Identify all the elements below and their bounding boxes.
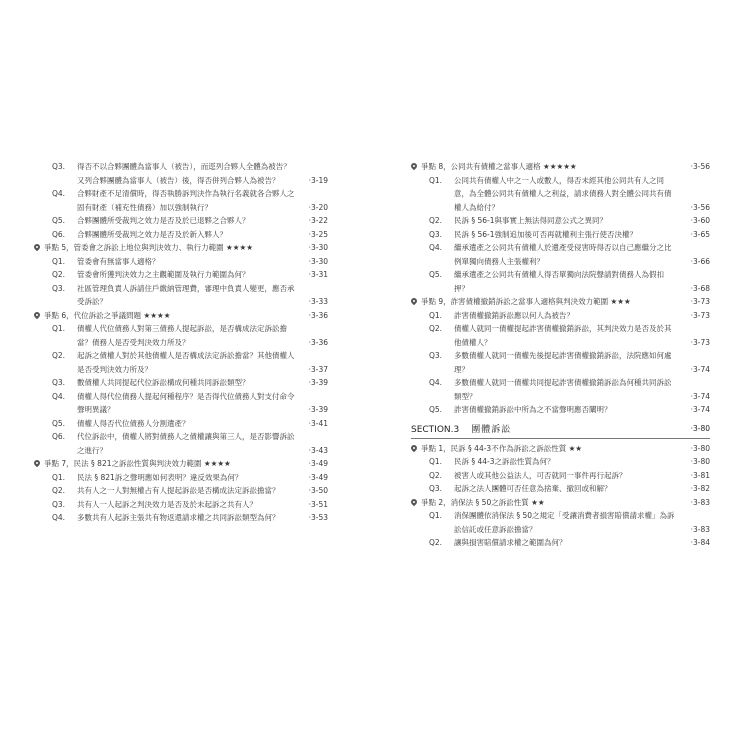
location-pin-icon: [33, 310, 41, 318]
page-number: ‧3-53: [308, 513, 328, 522]
question-entry: [411, 403, 710, 417]
question-text: 代位訴訟中，債權人將對債務人之債權讓與第三人，是否影響訴訟之進行？: [77, 432, 295, 455]
question-entry: [34, 160, 328, 187]
location-pin-icon: [410, 443, 418, 451]
right-column: [411, 160, 710, 550]
question-entry: [411, 268, 710, 295]
question-number: Q2.: [52, 351, 66, 360]
question-entry: [34, 484, 328, 498]
topic-heading: [411, 496, 710, 510]
question-number: Q4.: [429, 378, 443, 387]
question-entry: [411, 536, 710, 550]
question-number: Q2.: [429, 470, 443, 480]
question-text: 詐害債權撤銷訴訟應以何人為被告？: [454, 310, 574, 320]
location-pin-icon: [410, 297, 418, 305]
page-number: ‧3-39: [308, 378, 328, 387]
question-number: Q1.: [52, 256, 66, 266]
page-number: ‧3-30: [308, 243, 328, 252]
question-text: 管委會所獲判決效力之主觀範圍及執行力範圍為何？: [77, 270, 250, 279]
question-text: 合夥財產不足清償時，得否執勝訴判決作為執行名義就各合夥人之固有財產（補充性債務）加以強制執行？: [77, 189, 295, 212]
question-number: Q2.: [429, 216, 443, 225]
page-number: ‧3-68: [690, 283, 710, 293]
question-entry: [34, 268, 328, 282]
topic-title: 爭點 8，公同共有債權之當事人適格 ★★★★★: [421, 162, 577, 171]
question-number: Q1.: [52, 324, 66, 333]
question-text: 詐害債權撤銷訴訟中所為之不當聲明應否闡明？: [454, 405, 612, 414]
question-number: Q2.: [52, 486, 66, 495]
page-number: ‧3-43: [308, 445, 328, 455]
question-entry: [411, 241, 710, 268]
page-number: ‧3-73: [690, 297, 710, 306]
question-entry: [34, 214, 328, 228]
page-number: ‧3-56: [690, 162, 710, 171]
question-entry: [34, 376, 328, 390]
question-number: Q3.: [52, 378, 66, 387]
question-text: 繼承遺產之公同共有債權人得否單獨向法院聲請對債務人為假扣押？: [454, 270, 664, 293]
page-number: ‧3-74: [690, 405, 710, 414]
question-text: 合夥團體所受裁判之效力是否及於新入夥人？: [77, 229, 227, 239]
page-number: ‧3-83: [690, 524, 710, 534]
question-number: Q5.: [429, 405, 443, 414]
question-text: 民法 § 821訴之聲明應如何表明？違反效果為何？: [77, 472, 243, 482]
page-number: ‧3-74: [690, 364, 710, 374]
question-text: 共有人之一人對無權占有人提起訴訟是否構成法定訴訟擔當？: [77, 486, 280, 495]
question-entry: [34, 187, 328, 214]
question-entry: [411, 455, 710, 469]
question-entry: [34, 498, 328, 512]
question-entry: [34, 430, 328, 457]
page-number: ‧3-20: [308, 202, 328, 212]
question-text: 共有人一人起訴之判決效力是否及於未起訴之共有人？: [77, 499, 257, 509]
location-pin-icon: [33, 459, 41, 467]
page-number: ‧3-56: [690, 202, 710, 212]
question-text: 被害人或其他公益法人，可否就同一事件再行起訴？: [454, 470, 627, 480]
question-text: 繼承遺產之公同共有債權人於遺產受侵害時得否以自己應繼分之比例單獨向債務人主張權利？: [454, 243, 672, 266]
page-number: ‧3-66: [690, 256, 710, 266]
page-number: ‧3-31: [308, 270, 328, 279]
page-number: ‧3-80: [690, 443, 710, 453]
question-text: 得否不以合夥團體為當事人（被告），而逕列合夥人全體為被告？又列合夥團體為當事人（被告）後，得否併列合夥人為被告？: [77, 162, 291, 185]
question-text: 公同共有債權人中之一人或數人，得否未經其他公同共有人之同意，為全體公同共有債權人之利益，請求債務人對全體公同共有債權人為給付？: [454, 175, 672, 212]
page-number: ‧3-83: [690, 497, 710, 507]
left-column: [34, 160, 328, 525]
question-entry: [411, 469, 710, 483]
question-number: Q4.: [429, 243, 443, 252]
question-number: Q6.: [52, 229, 66, 239]
question-number: Q1.: [429, 310, 443, 320]
question-text: 管委會有無當事人適格？: [77, 256, 160, 266]
question-entry: [34, 349, 328, 376]
section-heading: [411, 422, 710, 439]
question-entry: [411, 349, 710, 376]
question-text: 民訴 § 56-1與事實上無法得同意公式之異同？: [454, 216, 608, 225]
question-number: Q1.: [429, 457, 443, 466]
question-entry: [34, 390, 328, 417]
question-number: Q3.: [52, 499, 66, 509]
question-number: Q1.: [52, 472, 66, 482]
question-text: 債權人得代位債務人提起何種程序？是否得代位債務人對支付命令聲明異議？: [77, 391, 295, 414]
page-number: ‧3-33: [308, 297, 328, 306]
question-number: Q2.: [52, 270, 66, 279]
page-number: ‧3-73: [690, 337, 710, 347]
question-text: 多數債權人就同一債權共同提起詐害債權撤銷訴訟為何種共同訴訟類型？: [454, 378, 672, 401]
question-text: 債權人就同一債權提起詐害債權撤銷訴訟，其判決效力是否及於其他債權人？: [454, 324, 672, 347]
page-number: ‧3-39: [308, 405, 328, 414]
question-number: Q3.: [429, 351, 443, 360]
question-text: 債權人得否代位債務人分割遺產？: [77, 418, 190, 428]
page-number: ‧3-81: [690, 470, 710, 480]
question-text: 起訴之債權人對於其他債權人是否構成法定訴訟擔當？其他債權人是否受判決效力所及？: [77, 351, 295, 374]
page-number: ‧3-49: [308, 459, 328, 468]
question-text: 債權人代位債務人對第三債務人提起訴訟，是否構成法定訴訟擔當？債務人是否受判決效力所及？: [77, 324, 287, 347]
page-number: ‧3-82: [690, 484, 710, 493]
page-number: ‧3-80: [690, 457, 710, 466]
topic-title: 爭點 2，消保法 § 50之訴訟性質 ★★: [421, 497, 545, 507]
question-entry: [34, 228, 328, 242]
question-entry: [34, 255, 328, 269]
topic-title: 爭點 5，管委會之訴訟上地位與判決效力、執行力範圍 ★★★★: [44, 243, 253, 252]
page-number: ‧3-73: [690, 310, 710, 320]
question-number: Q3.: [52, 162, 66, 171]
question-text: 民訴 § 44-3之訴訟性質為何？: [454, 457, 555, 466]
question-number: Q2.: [429, 324, 443, 333]
page-number: ‧3-74: [690, 391, 710, 401]
question-entry: [34, 471, 328, 485]
question-entry: [34, 417, 328, 431]
page-number: ‧3-80: [690, 423, 710, 433]
question-text: 數債權人共同提起代位訴訟構成何種共同訴訟類型？: [77, 378, 250, 387]
page-number: ‧3-65: [690, 229, 710, 239]
question-number: Q4.: [52, 391, 66, 401]
location-pin-icon: [410, 497, 418, 505]
question-entry: [34, 282, 328, 309]
topic-heading: [34, 241, 328, 255]
question-number: Q3.: [429, 484, 443, 493]
location-pin-icon: [410, 162, 418, 170]
question-text: 消保團體依消保法 § 50之規定「受讓消費者損害賠償請求權」為訴訟信託或任意訴訟擔當？: [454, 511, 675, 534]
page-number: ‧3-36: [308, 310, 328, 320]
page-number: ‧3-51: [308, 499, 328, 509]
question-text: 起訴之法人團體可否任意為捨棄、撤回或和解？: [454, 484, 612, 493]
question-number: Q5.: [52, 418, 66, 428]
question-number: Q1.: [429, 175, 443, 185]
page-number: ‧3-22: [308, 216, 328, 225]
question-text: 讓與損害賠償請求權之範圍為何？: [454, 538, 567, 547]
question-entry: [411, 214, 710, 228]
question-text: 社區管理負責人訴請住戶繳納管理費，審理中負責人變更，應否承受訴訟？: [77, 283, 295, 306]
question-entry: [411, 309, 710, 323]
question-entry: [34, 322, 328, 349]
question-text: 民訴 § 56-1強制追加後可否再就權利主張行使否決權？: [454, 229, 638, 239]
question-number: Q5.: [52, 216, 66, 225]
topic-title: 爭點 9，詐害債權撤銷訴訟之當事人適格與判決效力範圍 ★★★: [421, 297, 631, 306]
page-number: ‧3-60: [690, 216, 710, 225]
page-number: ‧3-19: [308, 175, 328, 185]
location-pin-icon: [33, 243, 41, 251]
page-number: ‧3-49: [308, 472, 328, 482]
question-entry: [411, 376, 710, 403]
question-number: Q4.: [52, 189, 66, 198]
question-entry: [34, 511, 328, 525]
page-number: ‧3-25: [308, 229, 328, 239]
topic-heading: [34, 457, 328, 471]
topic-title: 爭點 1，民訴 § 44-3不作為訴訟之訴訟性質 ★★: [421, 443, 583, 453]
question-text: 多數共有人起訴主張共有物返還請求權之共同訴訟類型為何？: [77, 513, 280, 522]
question-entry: [411, 509, 710, 536]
section-label: SECTION.3: [411, 424, 460, 435]
topic-heading: [411, 160, 710, 174]
page-number: ‧3-50: [308, 486, 328, 495]
topic-title: 爭點 6，代位訴訟之爭議問題 ★★★★: [44, 310, 171, 320]
question-entry: [411, 482, 710, 496]
question-number: Q6.: [52, 432, 66, 441]
question-number: Q3.: [52, 283, 66, 293]
topic-heading: [34, 309, 328, 323]
topic-heading: [411, 295, 710, 309]
section-title: 團體訴訟: [471, 424, 512, 435]
question-entry: [411, 228, 710, 242]
question-number: Q1.: [429, 511, 443, 520]
page-number: ‧3-30: [308, 256, 328, 266]
question-text: 多數債權人就同一債權先後提起詐害債權撤銷訴訟，法院應如何處理？: [454, 351, 672, 374]
topic-heading: [411, 442, 710, 456]
question-entry: [411, 322, 710, 349]
page-number: ‧3-41: [308, 418, 328, 428]
question-number: Q3.: [429, 229, 443, 239]
question-text: 合夥團體所受裁判之效力是否及於已退夥之合夥人？: [77, 216, 250, 225]
topic-title: 爭點 7，民法 § 821之訴訟性質與判決效力範圍 ★★★★: [44, 459, 231, 468]
page-number: ‧3-37: [308, 364, 328, 374]
question-number: Q5.: [429, 270, 443, 279]
question-entry: [411, 174, 710, 215]
page-number: ‧3-84: [690, 538, 710, 547]
question-number: Q2.: [429, 538, 443, 547]
question-number: Q4.: [52, 513, 66, 522]
page-number: ‧3-36: [308, 337, 328, 347]
